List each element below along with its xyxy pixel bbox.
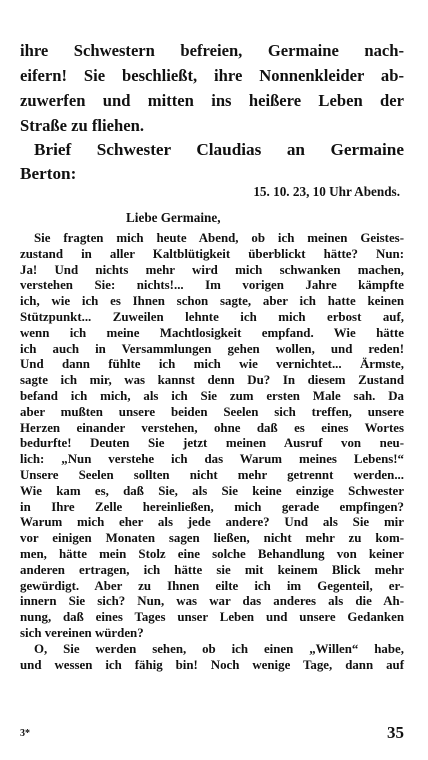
body-line: sich vereinen würden? <box>20 625 144 640</box>
letter-salutation: Liebe Germaine, <box>126 210 221 225</box>
printer-signature-mark: 3* <box>20 728 30 739</box>
page-number: 35 <box>387 723 404 742</box>
body-line: Herzen einander verstehen, ohne daß es eines Wortes <box>20 420 404 435</box>
body-line: aber mußten unsere beiden Seelen sich treffen, unsere <box>20 404 404 419</box>
body-line: Unsere Seelen sollten nicht mehr getrennt werden... <box>20 467 404 482</box>
body-line: gewürdigt. Aber zu Ihnen eilte ich im Gegenteil, er- <box>20 578 404 593</box>
body-line: befand ich mich, als ich Sie zum ersten Male sah. Da <box>20 388 404 403</box>
body-line: ich auch in Versammlungen gehen wollen, und reden! <box>20 341 404 356</box>
body-line: nung, daß eines Tages unser Leben und unsere Gedanken <box>20 610 404 625</box>
body-line: sagte ich mir, was kannst denn Du? In diesem Zustand <box>20 373 404 388</box>
body-line: ich, wie ich es Ihnen schon sagte, aber ich hatte keinen <box>20 294 404 309</box>
intro-line: Straße zu fliehen. <box>20 116 144 135</box>
body-line: und wessen ich fähig bin! Noch wenige Tage, dann auf <box>20 657 404 672</box>
intro-line: eifern! Sie beschließt, ihre Nonnenkleider ab- <box>20 66 404 85</box>
body-line: O, Sie werden sehen, ob ich einen „Willen“ habe, <box>34 641 404 656</box>
body-line: bedurfte! Deuten Sie jetzt meinen Ausruf von neu- <box>20 436 404 451</box>
body-line: Sie fragten mich heute Abend, ob ich meinen Geistes- <box>34 231 404 245</box>
body-line: Und dann fühlte ich mich wie vernichtet... Ärmste, <box>20 357 404 372</box>
intro-line: zuwerfen und mitten ins heißere Leben der <box>20 91 404 110</box>
body-line: zustand in aller Kaltblütigkeit überblickt hätte? Nun: <box>20 246 404 261</box>
letter-dateline: 15. 10. 23, 10 Uhr Abends. <box>253 184 400 199</box>
body-line: in Ihre Zelle hereinließen, mich gerade empfingen? <box>20 499 404 514</box>
letter-body <box>20 231 404 673</box>
body-line: innern Sie sich? Nun, was war das anderes als die Ah- <box>20 594 404 609</box>
body-line: Wie kam es, daß Sie, als Sie keine einzige Schwester <box>20 483 404 498</box>
intro-paragraph <box>20 38 404 138</box>
body-line: lich: „Nun verstehe ich das Warum meines Lebens!“ <box>20 452 404 467</box>
body-line: verstehen Sie: nichts!... Im vorigen Jahre kämpfte <box>20 278 404 293</box>
body-line: wenn ich meine Machtlosigkeit empfand. Wie hätte <box>20 325 404 340</box>
body-line: men, hätte mein Stolz eine solche Behandlung von keiner <box>20 546 404 561</box>
letter-heading <box>20 138 404 186</box>
heading-line: Brief Schwester Claudias an Germaine <box>34 140 404 159</box>
body-line: Ja! Und nichts mehr wird mich schwanken machen, <box>20 262 404 277</box>
body-line: anderen ertragen, ich hätte sie mit keinem Blick mehr <box>20 562 404 577</box>
intro-line: ihre Schwestern befreien, Germaine nach- <box>20 41 404 60</box>
body-line: Stützpunkt... Zuweilen lehnte ich mich erbost auf, <box>20 309 404 324</box>
heading-line: Berton: <box>20 164 77 183</box>
body-line: vor einigen Monaten sagen ließen, nicht mehr zu kom- <box>20 531 404 546</box>
body-line: Warum mich eher als jede andere? Und als Sie mir <box>20 515 404 530</box>
